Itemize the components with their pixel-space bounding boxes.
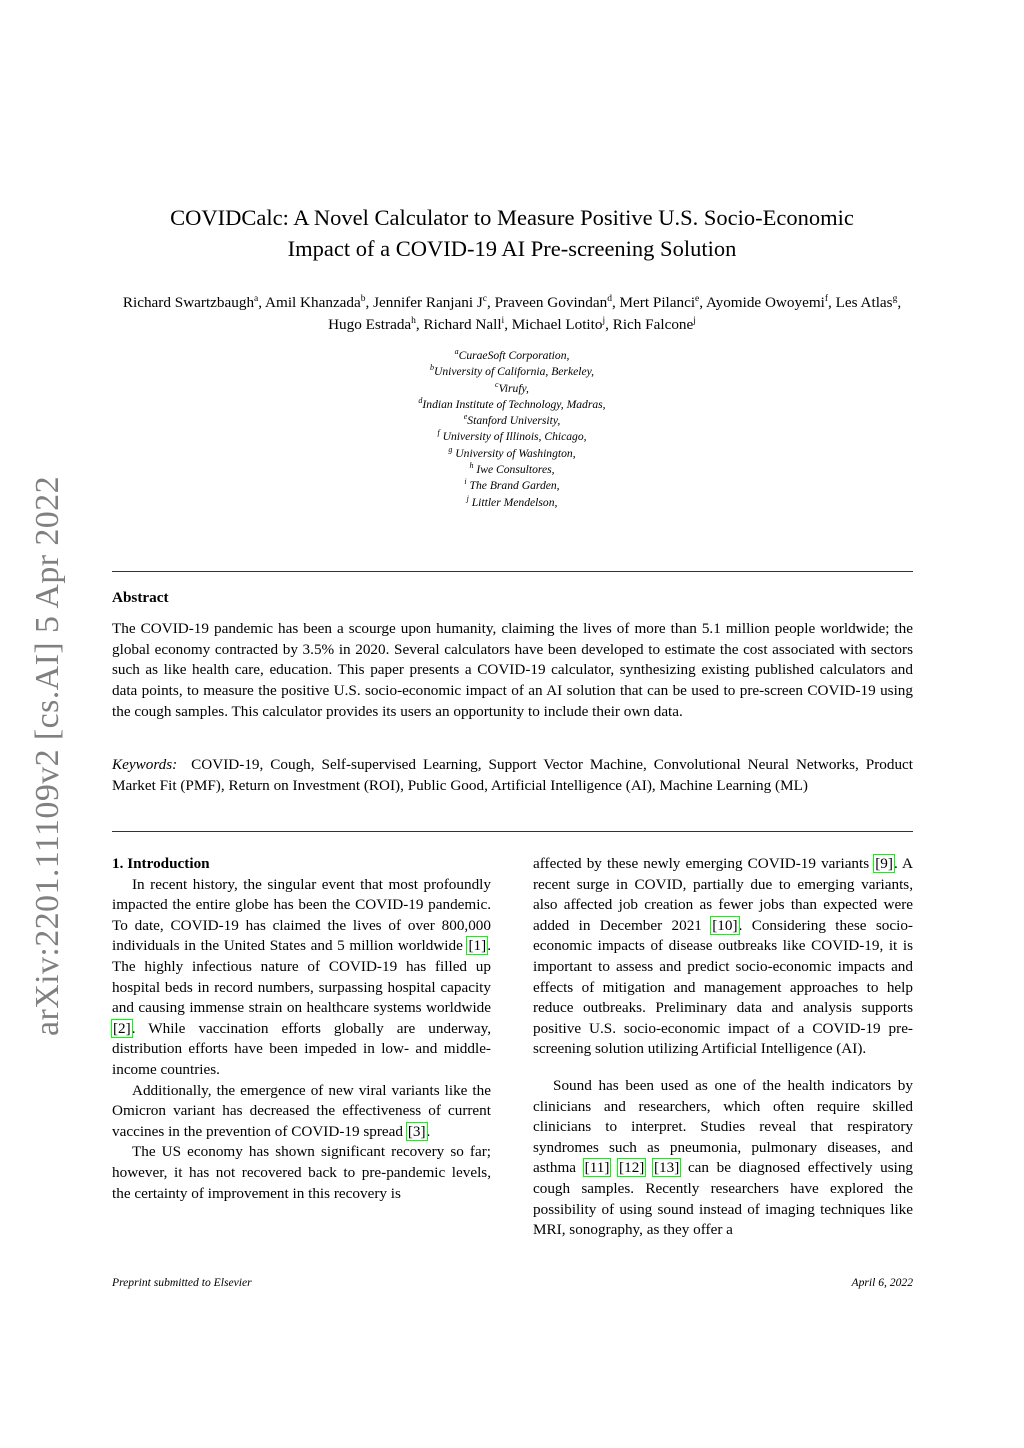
body-column-left [112, 854, 491, 1204]
author: Jennifer Ranjani $J^c$ [373, 294, 487, 311]
affiliation: $^e$Stanford University, [463, 412, 561, 428]
citation-link[interactable]: [13] [654, 1159, 680, 1177]
citation-link[interactable]: [3] [407, 1122, 426, 1140]
affiliation: $^i$ The Brand Garden, [464, 477, 560, 493]
body-column-right [533, 854, 913, 1241]
keywords [112, 755, 913, 796]
affiliation: $^d$Indian Institute of Technology, Madras, [418, 395, 606, 411]
citation-link[interactable]: [12] [619, 1159, 645, 1177]
keywords-label: Keywords: [112, 756, 178, 773]
affiliation: $^j$ Littler Mendelson, [466, 493, 558, 509]
citation-link[interactable]: [1] [468, 937, 487, 955]
affiliation: $^h$ Iwe Consultores, [469, 461, 555, 477]
paragraph: Additionally, the emergence of new viral variants like the Omicron variant has decreased the effectiveness of current vaccines in the prevention of COVID-19 spread [3]. [112, 1081, 491, 1140]
arxiv-identifier-stamp: arXiv:2201.11109v2 [cs.AI] 5 Apr 2022 [29, 476, 66, 1036]
author: Michael Lotito$^j$ [511, 316, 606, 333]
title-line-1: COVIDCalc: A Novel Calculator to Measure Positive U.S. Socio-Economic [170, 205, 854, 230]
paper-title [112, 202, 912, 264]
keywords-text: COVID-19, Cough, Self-supervised Learning, Support Vector Machine, Convolutional Neural Networks, Product Market Fit (PMF), Return on Investment (ROI), Public Good, Artificial Intelligence (AI), Machine Learning (ML) [112, 756, 913, 794]
affiliation: $^f$ University of Illinois, Chicago, [437, 428, 587, 444]
author: Amil Khanzada$^b$ [265, 294, 366, 311]
author: Richard Nall$^i$ [423, 316, 505, 333]
paragraph: Sound has been used as one of the health indicators by clinicians and researchers, which often require skilled clinicians to interpret. Studies reveal that respiratory syndromes such as pneumonia, pulmonary diseases, and asthma [11] [12] [13] can be diagnosed effectively using cough samples. Recently researchers have explored the possibility of using sound instead of imaging techniques like MRI, sonography, as they offer a [533, 1076, 914, 1239]
title-line-2: Impact of a COVID-19 AI Pre-screening Solution [287, 236, 737, 261]
author: Les Atlas$^g$ [835, 294, 898, 311]
paragraph: In recent history, the singular event that most profoundly impacted the entire globe has been the COVID-19 pandemic. To date, COVID-19 has claimed the lives of over 800,000 individuals in the United States and 5 million worldwide [1]. The highly infectious nature of COVID-19 has filled up hospital beds in record numbers, surpassing hospital capacity and causing immense strain on healthcare systems worldwide [2]. While vaccination efforts globally are underway, distribution efforts have been impeded in low- and middle-income countries. [112, 875, 491, 1078]
abstract-heading: Abstract [112, 589, 169, 606]
author: Richard Swartzbaugh$^a$ [122, 294, 259, 311]
affiliation: $^b$University of California, Berkeley, [429, 363, 595, 379]
author: Praveen Govindan$^d$ [494, 294, 612, 311]
abstract-top-divider [112, 571, 913, 572]
affiliation-list [112, 348, 912, 511]
affiliation: $^a$CuraeSoft Corporation, [454, 347, 570, 362]
abstract-text: The COVID-19 pandemic has been a scourge upon humanity, claiming the lives of more than 5.1 million people worldwide; the global economy contracted by 3.5% in 2020. Several calculators have been developed to estimate the cost associated with sectors such as like health care, education. This paper presents a COVID-19 calculator, synthesizing existing published calculators and data points, to measure the positive U.S. socio-economic impact of an AI solution that can be used to pre-screen COVID-19 using the cough samples. This calculator provides its users an opportunity to include their own data. [112, 620, 913, 720]
citation-link[interactable]: [2] [113, 1019, 131, 1037]
affiliation: $^g$ University of Washington, [448, 444, 576, 460]
citation-link[interactable]: [9] [875, 855, 893, 872]
footer-preprint-note: Preprint submitted to Elsevier [112, 1276, 252, 1289]
section-heading-introduction: 1. Introduction [112, 855, 210, 872]
affiliation: $^c$Virufy, [495, 379, 529, 395]
author-list: Richard Swartzbaugh$^a$, Amil Khanzada$^b$, Jennifer Ranjani $J^c$, Praveen Govindan$^d$, Mert Pilanci$^e$, Ayomide Owoyemi$^f$, Les Atlas$^g$, Hugo Estrada$^h$, Richard Nall$^i$, Michael Lotito$^j$, Rich Falcone$^j$ [122, 294, 902, 333]
author: Hugo Estrada$^h$ [328, 316, 416, 333]
paragraph-continued: affected by these newly emerging COVID-19 variants [9]. A recent surge in COVID, partially due to emerging variants, also affected job creation as fewer jobs than expected were added in December 2021 [10]. Considering these socio-economic impacts of disease outbreaks like COVID-19, it is important to assess and predict socio-economic impacts and effects of mitigation and management approaches to help reduce outbreaks. Preliminary data and analysis supports positive U.S. socio-economic impact of a COVID-19 pre-screening solution utilizing Artificial Intelligence (AI). [533, 855, 913, 1058]
footer-date: April 6, 2022 [851, 1276, 913, 1289]
citation-link[interactable]: [10] [712, 916, 738, 934]
author: Mert Pilanci$^e$ [619, 294, 700, 311]
abstract-bottom-divider [112, 831, 913, 832]
author: Ayomide Owoyemi$^f$ [706, 294, 829, 311]
paragraph: The US economy has shown significant recovery so far; however, it has not recovered back to pre-pandemic levels, the certainty of improvement in this recovery is [112, 1143, 491, 1202]
citation-link[interactable]: [11] [584, 1159, 610, 1177]
author: Rich Falcone$^j$ [612, 316, 696, 333]
